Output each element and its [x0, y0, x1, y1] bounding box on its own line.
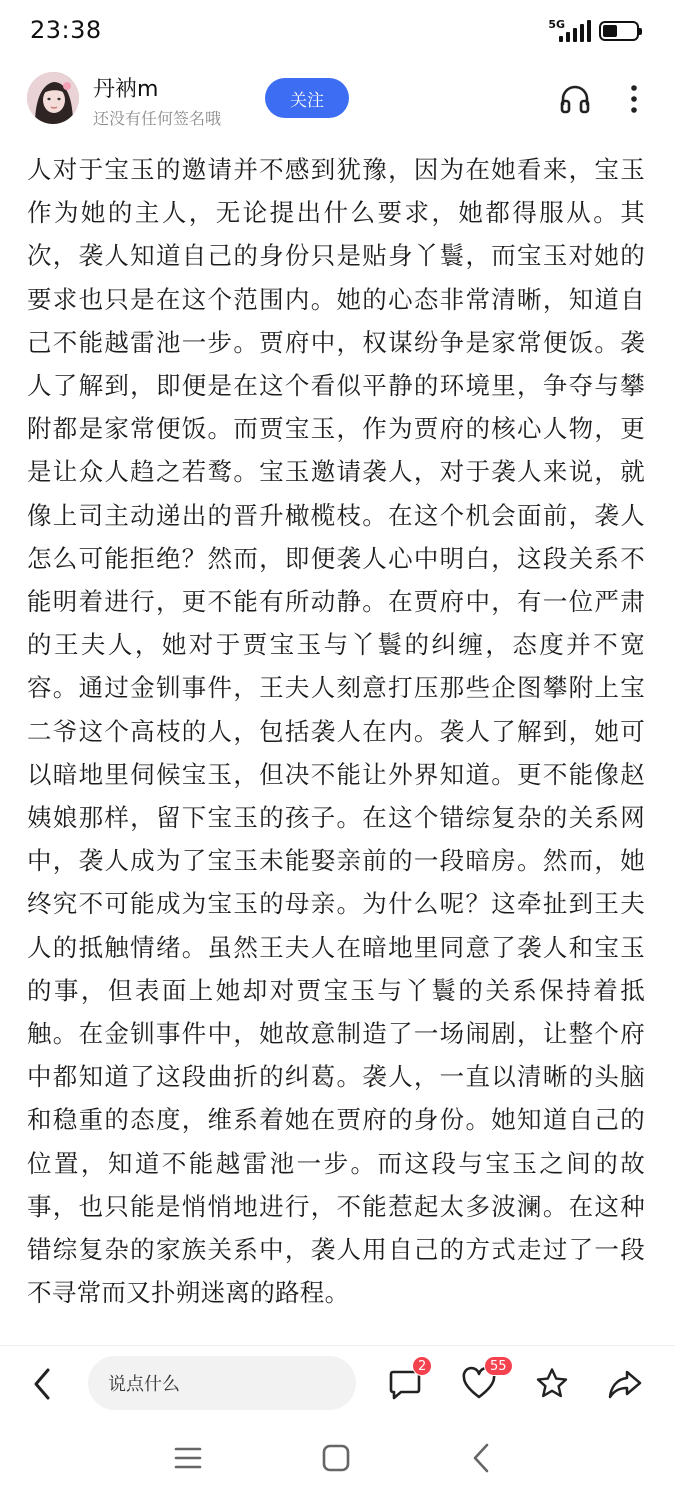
post-header [0, 62, 675, 142]
status-bar [0, 0, 675, 62]
battery-level [603, 25, 617, 37]
menu-icon[interactable] [171, 1441, 205, 1475]
system-nav-bar [0, 1421, 675, 1500]
article-text: 人对于宝玉的邀请并不感到犹豫，因为在她看来，宝玉作为她的主人，无论提出什么要求，她都得服从。其次，袭人知道自己的身份只是贴身丫鬟，而宝玉对她的要求也只是在这个范围内。她的心态非常清晰，知道自己不能越雷池一步。贾府中，权谋纷争是家常便饭。袭人了解到，即便是在这个看似平静的环境里，争夺与攀附都是家常便饭。而贾宝玉，作为贾府的核心人物，更是让众人趋之若鹜。宝玉邀请袭人，对于袭人来说，就像上司主动递出的晋升橄榄枝。在这个机会面前，袭人怎么可能拒绝？然而，即便袭人心中明白，这段关系不能明着进行，更不能有所动静。在贾府中，有一位严肃的王夫人，她对于贾宝玉与丫鬟的纠缠，态度并不宽容。通过金钏事件，王夫人刻意打压那些企图攀附上宝二爷这个高枝的人，包括袭人在内。袭人了解到，她可以暗地里伺候宝玉，但决不能让外界知道。更不能像赵姨娘那样，留下宝玉的孩子。在这个错综复杂的关系网中，袭人成为了宝玉未能娶亲前的一段暗房。然而，她终究不可能成为宝玉的母亲。为什么呢？这牵扯到王夫人的抵触情绪。虽然王夫人在暗地里同意了袭人和宝玉的事，但表面上她却对贾宝玉与丫鬟的关系保持着抵触。在金钏事件中，她故意制造了一场闹剧，让整个府中都知道了这段曲折的纠葛。袭人，一直以清晰的头脑和稳重的态度，维系着她在贾府的身份。她知道自己的位置，知道不能越雷池一步。而这段与宝玉之间的故事，也只能是悄悄地进行，不能惹起太多波澜。在这种错综复杂的家族关系中，袭人用自己的方式走过了一段不寻常而又扑朔迷离的路程。 [27, 155, 645, 1308]
like-count-badge: 55 [484, 1356, 513, 1376]
battery-icon [599, 21, 639, 41]
more-vertical-icon[interactable] [622, 82, 646, 116]
follow-button[interactable]: 关注 [265, 78, 349, 118]
user-signature: 还没有任何签名哦 [93, 109, 222, 128]
headphone-icon[interactable] [558, 82, 592, 116]
comment-input[interactable]: 说点什么 [88, 1356, 356, 1410]
status-time: 23:38 [30, 16, 102, 44]
article-body [27, 148, 645, 1338]
back-nav-icon[interactable] [465, 1441, 499, 1475]
favorite-icon[interactable] [534, 1366, 570, 1402]
avatar[interactable] [27, 72, 79, 124]
comment-count-badge: 2 [412, 1356, 432, 1376]
share-icon[interactable] [607, 1366, 643, 1402]
avatar-image [27, 72, 79, 124]
home-icon[interactable] [319, 1441, 353, 1475]
back-icon[interactable] [28, 1366, 56, 1402]
status-icons [559, 20, 639, 42]
action-bar [0, 1345, 675, 1422]
user-name[interactable]: 丹衲m [93, 77, 159, 102]
signal-icon [559, 20, 591, 42]
network-label: 5G [548, 18, 565, 31]
